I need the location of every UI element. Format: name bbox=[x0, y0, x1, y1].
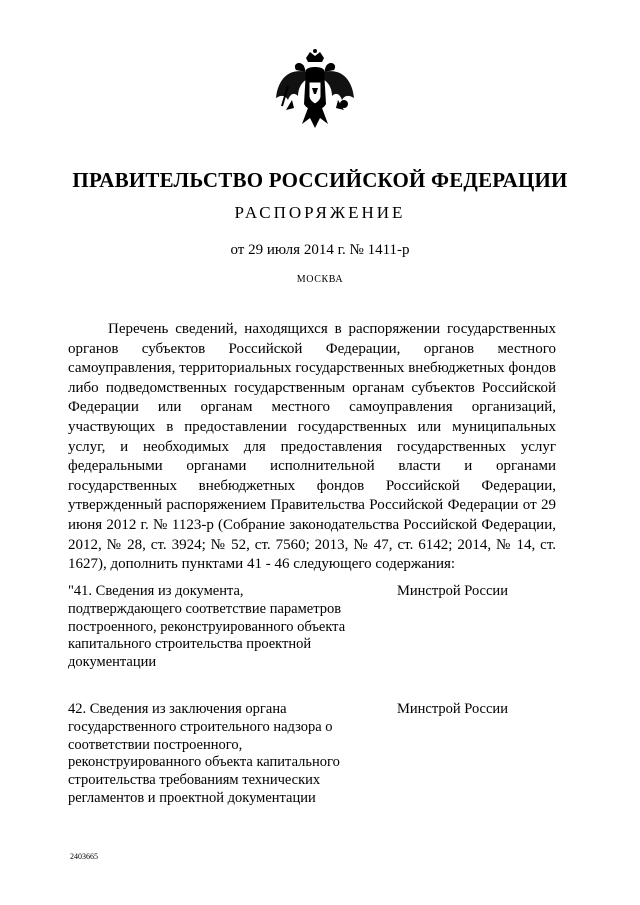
list-item-41-organization: Минстрой России bbox=[397, 583, 508, 599]
list-item-42-text: 42. Сведения из заключения органа государственного строительного надзора о соответствии построенного, реконструированного объекта капитального строительства требованиям технических регламентов и проектной документации bbox=[68, 701, 340, 806]
coat-of-arms-emblem bbox=[272, 48, 358, 140]
body-paragraph: Перечень сведений, находящихся в распоряжении государственных органов субъектов Российской Федерации, органов местного самоуправления, территориальных государственных внебюджетных фондов либо подведомственных государственным органам субъектов Российской Федерации или органам местного самоуправления организаций, участвующих в предоставлении государственных или муниципальных услуг, и необходимых для предоставления государственных услуг федеральными органами исполнительной власти и органами государственных внебюджетных фондов Российской Федерации, утвержденный распоряжением Правительства Российской Федерации от 29 июня 2012 г. № 1123-р (Собрание законодательства Российской Федерации, 2012, № 28, ст. 3924; № 52, ст. 7560; 2013, № 47, ст. 6142; 2014, № 14, ст. 1627), дополнить пунктами 41 - 46 следующего содержания: bbox=[68, 321, 556, 573]
list-item-41-text: "41. Сведения из документа, подтверждающего соответствие параметров построенного, реконструированного объекта капитального строительства проектной документации bbox=[68, 583, 346, 671]
government-title: ПРАВИТЕЛЬСТВО РОССИЙСКОЙ ФЕДЕРАЦИИ bbox=[72, 168, 568, 192]
document-date-number: от 29 июля 2014 г. № 1411-р bbox=[230, 242, 410, 258]
list-item-42-organization: Минстрой России bbox=[397, 701, 508, 717]
document-city: МОСКВА bbox=[296, 274, 344, 285]
document-barcode-id: 2403665 bbox=[70, 852, 98, 861]
document-type: РАСПОРЯЖЕНИЕ bbox=[234, 203, 406, 222]
